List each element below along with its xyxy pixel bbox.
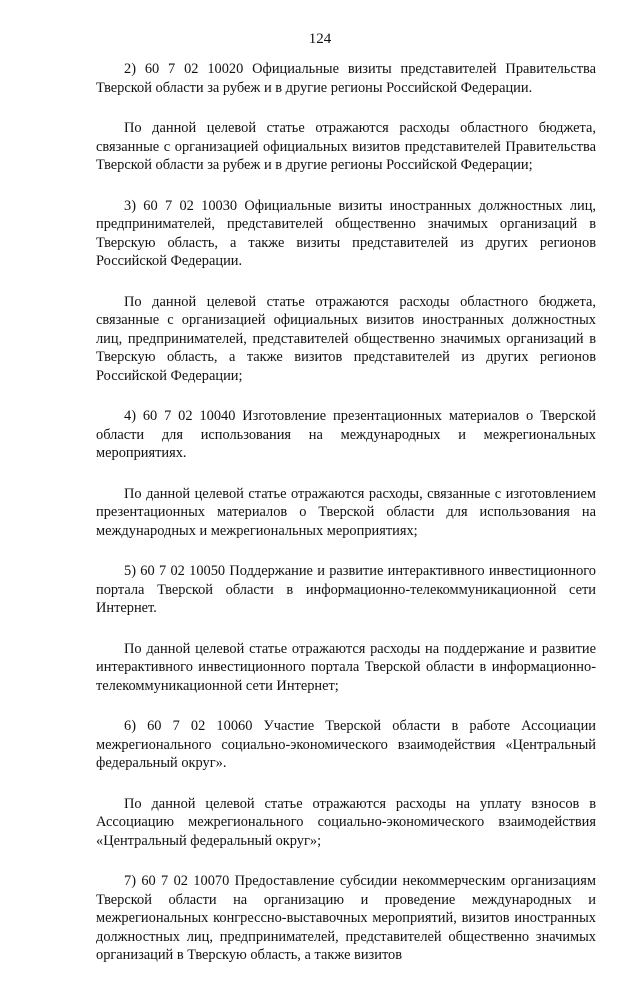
paragraph-item-7-title: 7) 60 7 02 10070 Предоставление субсидии некоммерческим организациям Тверской области на организацию и проведение международных и межрегиональных конгрессно-выставочных мероприятий, визитов иностранных должностных лиц, предпринимателей, представителей общественно значимых организаций в Тверскую область, а также визитов xyxy=(96,873,596,963)
paragraph-item-4-title: 4) 60 7 02 10040 Изготовление презентационных материалов о Тверской области для использования на международных и межрегиональных мероприятиях. xyxy=(96,408,596,461)
page-number: 124 xyxy=(308,31,332,47)
paragraph-item-2-description: По данной целевой статье отражаются расходы областного бюджета, связанные с организацией официальных визитов представителей Правительства Тверской области за рубеж и в другие регионы Российской Федерации; xyxy=(96,120,596,173)
paragraph-item-3-description: По данной целевой статье отражаются расходы областного бюджета, связанные с организацией официальных визитов иностранных должностных лиц, предпринимателей, представителей общественно значимых организаций в Тверскую область, а также визитов представителей из других регионов Российской Федерации; xyxy=(96,293,596,384)
paragraph-item-5-title: 5) 60 7 02 10050 Поддержание и развитие интерактивного инвестиционного портала Тверской области в информационно-телекоммуникационной сети Интернет. xyxy=(96,563,596,616)
paragraph-item-5-description: По данной целевой статье отражаются расходы на поддержание и развитие интерактивного инвестиционного портала Тверской области в информационно-телекоммуникационной сети Интернет; xyxy=(96,640,596,694)
paragraph-item-4-description: По данной целевой статье отражаются расходы, связанные с изготовлением презентационных материалов о Тверской области для использования на международных и межрегиональных мероприятиях; xyxy=(96,485,596,539)
document-body xyxy=(96,60,596,987)
paragraph-item-2-title: 2) 60 7 02 10020 Официальные визиты представителей Правительства Тверской области за рубеж и в другие регионы Российской Федерации. xyxy=(96,61,596,96)
paragraph-item-6-description: По данной целевой статье отражаются расходы на уплату взносов в Ассоциацию межрегионального социально-экономического взаимодействия «Центральный федеральный округ»; xyxy=(96,795,596,849)
paragraph-item-6-title: 6) 60 7 02 10060 Участие Тверской области в работе Ассоциации межрегионального социально-экономического взаимодействия «Центральный федеральный округ». xyxy=(96,718,596,771)
paragraph-item-3-title: 3) 60 7 02 10030 Официальные визиты иностранных должностных лиц, предпринимателей, представителей общественно значимых организаций в Тверскую область, а также визиты представителей из других регионов Российской Федерации. xyxy=(96,197,596,269)
